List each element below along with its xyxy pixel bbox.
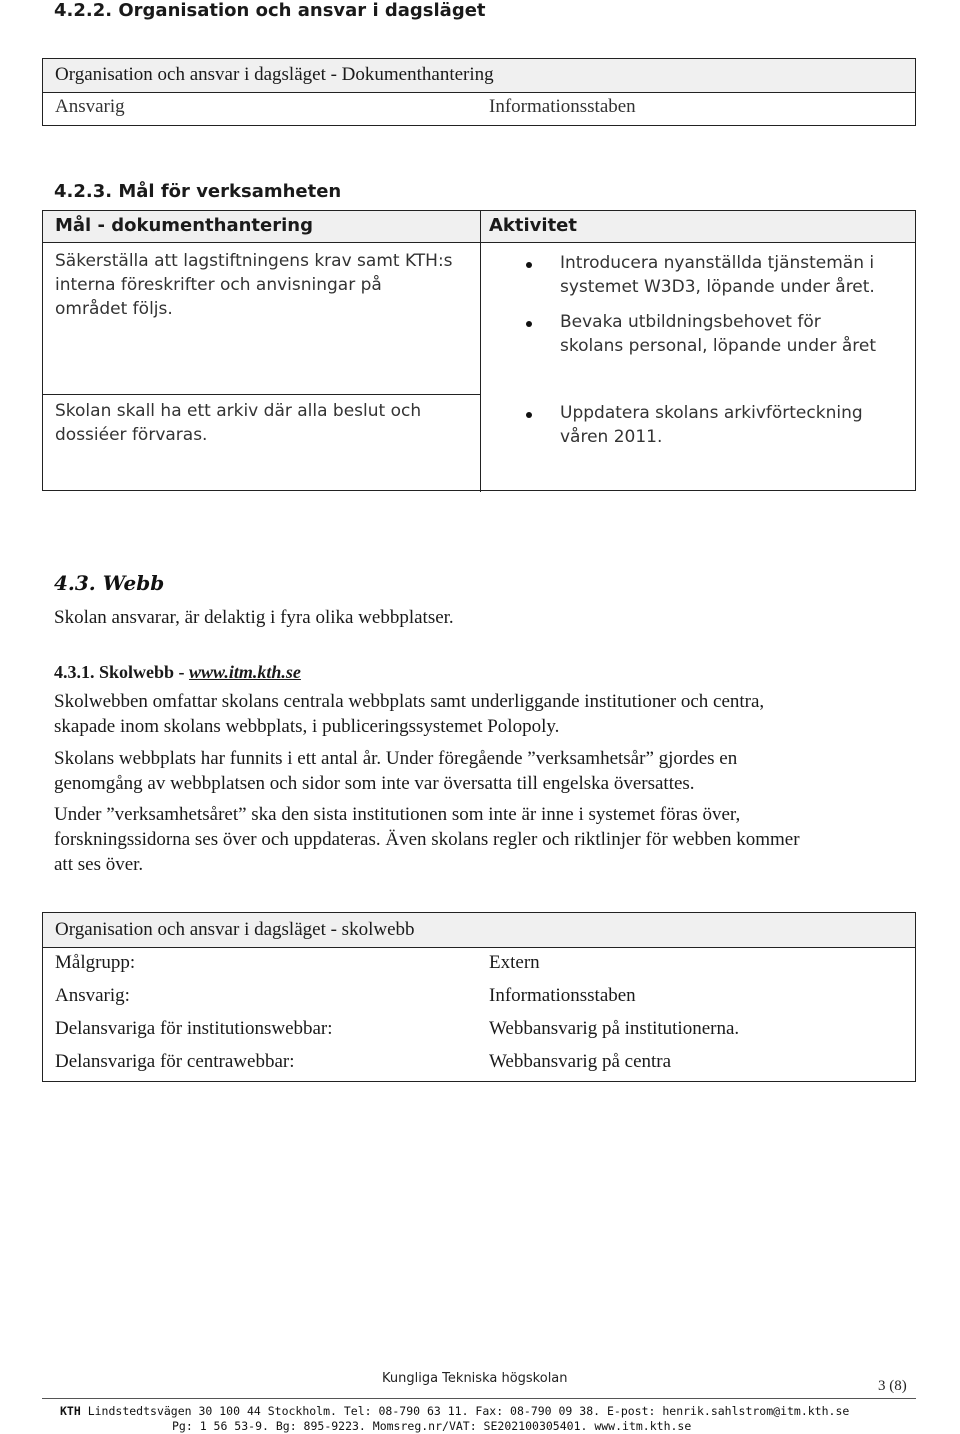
table-header-row [43,59,915,93]
footer-rule [42,1398,916,1399]
column-divider [480,211,481,492]
table-label: Målgrupp: [55,952,136,973]
paragraph-line: Skolans webbplats har funnits i ett antal år. Under föregående ”verksamhetsår” gjordes en [54,748,738,769]
table-label: Delansvariga för centrawebbar: [55,1051,295,1072]
paragraph [54,802,914,877]
paragraph-line: att ses över. [54,854,144,875]
table-skolwebb [42,912,916,1082]
goal-2-line: dossiéer förvaras. [55,425,208,445]
goal-column-header: Mål - dokumenthantering [55,215,313,236]
paragraph-line: Under ”verksamhetsåret” ska den sista institutionen som inte är inne i systemet föras över, [54,804,741,825]
page-number: 3 (8) [878,1378,907,1394]
footer-org: Kungliga Tekniska högskolan [382,1371,568,1386]
table-label: Ansvarig: [55,985,130,1006]
bullet-icon [526,412,532,418]
activity-line: skolans personal, löpande under året [560,336,877,356]
activity-item [560,251,875,299]
ansvarig-label: Ansvarig [55,96,125,117]
kth-label: KTH [60,1404,81,1418]
goal-1-line: interna föreskrifter och anvisningar på [55,275,382,295]
heading-4-3-1 [54,660,301,685]
bullet-icon [526,321,532,327]
paragraph [54,746,914,796]
goal-1 [55,249,453,321]
ansvarig-value: Informationsstaben [489,96,636,117]
goal-2-line: Skolan skall ha ett arkiv där alla beslut och [55,401,422,421]
heading-4-2-2: 4.2.2. Organisation och ansvar i dagsläget [54,0,486,21]
footer-line-2: Pg: 1 56 53-9. Bg: 895-9223. Momsreg.nr/VAT: SE202100305401. www.itm.kth.se [172,1419,692,1433]
activity-line: våren 2011. [560,427,663,447]
goals-table [42,210,916,491]
activity-line: Uppdatera skolans arkivförteckning [560,403,863,423]
table-value: Informationsstaben [489,985,636,1006]
paragraph [54,689,914,739]
table-label: Delansvariga för institutionswebbar: [55,1018,333,1039]
paragraph-line: genomgång av webbplatsen och sidor som inte var översatta till engelska översattes. [54,773,695,794]
paragraph-line: Skolwebben omfattar skolans centrala webbplats samt underliggande institutioner och centra, [54,691,765,712]
goal-2 [55,399,421,447]
footer-address [60,1404,849,1418]
goal-row-divider [43,394,480,395]
intro-4-3: Skolan ansvarar, är delaktig i fyra olika webbplatser. [54,607,454,628]
goal-1-line: Säkerställa att lagstiftningens krav samt KTH:s [55,251,453,271]
activity-column-header: Aktivitet [489,215,577,236]
itm-link[interactable]: www.itm.kth.se [189,662,301,682]
activity-item [560,401,863,449]
table-title: Organisation och ansvar i dagsläget - skolwebb [55,919,415,940]
table-title: Organisation och ansvar i dagsläget - Dokumenthantering [55,64,494,85]
table-value: Webbansvarig på centra [489,1051,672,1072]
heading-4-2-3: 4.2.3. Mål för verksamheten [54,181,342,202]
footer-line-1: Lindstedtsvägen 30 100 44 Stockholm. Tel: 08-790 63 11. Fax: 08-790 09 38. E-post: henrik.sahlstrom@itm.kth.se [80,1404,850,1418]
activity-item [560,310,876,358]
table-value: Extern [489,952,540,973]
paragraph-line: forskningssidorna ses över och uppdateras. Även skolans regler och riktlinjer för webben kommer [54,829,800,850]
activity-line: systemet W3D3, löpande under året. [560,277,875,297]
activity-line: Bevaka utbildningsbehovet för [560,312,821,332]
heading-4-3-1-text: 4.3.1. Skolwebb - [54,662,190,682]
activity-line: Introducera nyanställda tjänstemän i [560,253,875,273]
paragraph-line: skapade inom skolans webbplats, i publiceringssystemet Polopoly. [54,716,560,737]
table-header-row [43,913,915,948]
table-dokumenthantering [42,58,916,126]
bullet-icon [526,262,532,268]
goal-1-line: området följs. [55,299,173,319]
table-value: Webbansvarig på institutionerna. [489,1018,740,1039]
heading-4-3: 4.3. Webb [54,571,165,595]
